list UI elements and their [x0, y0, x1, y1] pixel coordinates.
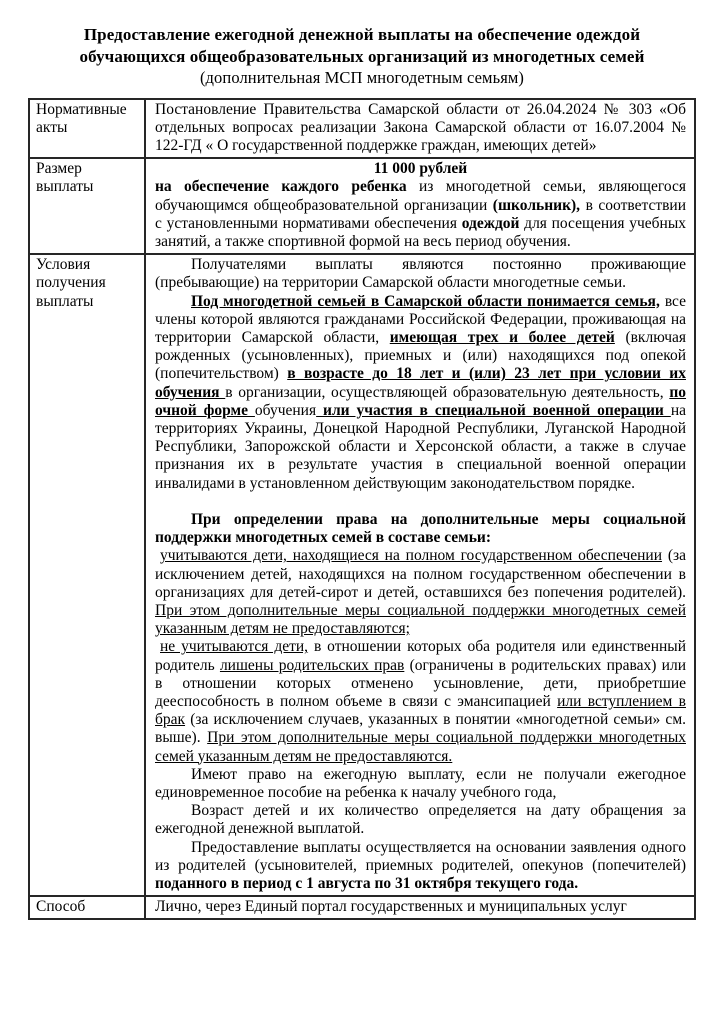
text-run: учитываются дети, находящиеся на полном государственном обеспечении [160, 547, 663, 565]
row-label-normative-acts: Нормативные акты [29, 99, 145, 159]
paragraph [155, 511, 686, 547]
row-label-conditions: Условия получения выплаты [29, 254, 145, 896]
row-content-method [145, 896, 695, 919]
paragraph [155, 256, 686, 292]
text-run: При этом дополнительные меры социальной поддержки многодетных семей указанным детям не предоставляются. [155, 729, 686, 765]
text-run: на территориях Украины, Донецкой Народной Республики, Луганской Народной Республики, Запорожской области и Херсонской области, а также в случае признания их в результате участия в специальной военной операции инвалидами в установленном действующим законодательством порядке. [155, 401, 686, 492]
text-run: При определении права на дополнительные меры социальной поддержки многодетных семей в составе семьи: [155, 510, 686, 547]
text-run: обучения [254, 401, 317, 419]
text-run: в соответствии с установленными нормативами обеспечения [155, 196, 687, 232]
text-run: 11 000 рублей [373, 160, 468, 178]
paragraph [155, 802, 686, 838]
text-run: лишены родительских прав [219, 656, 405, 674]
paragraph [155, 638, 686, 765]
table-row-normative-acts [29, 99, 695, 159]
info-table [28, 98, 696, 921]
text-run: (школьник), [492, 196, 581, 214]
row-content-payment-size [145, 158, 695, 254]
text-run: в отношении которых оба родителя или единственный родитель [155, 638, 686, 674]
text-run: Лично, через Единый портал государственных и муниципальных услуг [155, 898, 627, 916]
text-run: поданного в период с 1 августа по 31 октября текущего года. [155, 875, 579, 893]
table-row-method [29, 896, 695, 919]
paragraph [155, 766, 686, 802]
text-run: на обеспечение каждого ребенка [155, 178, 419, 196]
text-run: для посещения учебных занятий, а также спортивной формой на весь период обучения. [155, 214, 687, 250]
text-run: имеющая трех и более детей [389, 328, 615, 346]
text-run: Возраст детей и их количество определяется на дату обращения за ежегодной денежной выплатой. [155, 802, 686, 838]
text-run: Имеют право на ежегодную выплату, если не получали ежегодное единовременное пособие на ребенка к началу учебного года, [155, 765, 686, 802]
text-run: (за исключением детей, находящихся на полном государственном обеспечении в организациях для детей-сирот и детей, оставшихся без попечения родителей). [155, 547, 686, 601]
paragraph [155, 178, 686, 251]
text-run: Предоставление выплаты осуществляется на основании заявления одного из родителей (усыновителей, приемных родителей, опекунов (попечителей) [155, 838, 686, 874]
paragraph [155, 547, 686, 638]
text-run: не учитываются дети, [160, 638, 309, 656]
row-label-method: Способ [29, 896, 145, 919]
text-run: (за исключением случаев, указанных в понятии «многодетной семьи» см. выше). [155, 711, 686, 747]
text-run: или участия в специальной военной операции [316, 401, 671, 419]
text-run: все члены которой являются гражданами Российской Федерации, проживающая на территории Самарской области, [155, 292, 686, 346]
paragraph [155, 293, 686, 493]
text-run: в возрасте до 18 лет и (или) 23 лет при условии их обучения [155, 365, 686, 401]
text-run: или вступлением в брак [155, 693, 686, 729]
text-run: по очной форме [155, 383, 687, 419]
row-label-payment-size: Размер выплаты [29, 158, 145, 254]
document-title [28, 24, 696, 89]
text-run: Постановление Правительства Самарской области от 26.04.2024 № 303 «Об отдельных вопросах реализации Закона Самарской области от 16.07.2004 № 122-ГД « О государственной поддержке граждан, имеющих детей» [155, 100, 686, 154]
table-row-conditions [29, 254, 695, 896]
row-content-normative-acts [145, 99, 695, 159]
paragraph [155, 493, 686, 511]
text-run: из многодетной семьи, являющегося обучающимся общеобразовательной организации [155, 178, 686, 214]
table-row-payment-size [29, 158, 695, 254]
title-subtitle: (дополнительная МСП многодетным семьям) [199, 68, 525, 87]
text-run: (ограничены в родительских правах) или в отношении которых отменено усыновление, дети, приобретшие дееспособность в полном объеме в связи с эмансипацией [155, 656, 686, 710]
title-line-1: Предоставление ежегодной денежной выплаты на обеспечение одеждой [83, 25, 641, 44]
text-run: Получателями выплаты являются постоянно проживающие (пребывающие) на территории Самарской области многодетные семьи. [155, 256, 686, 292]
paragraph [155, 101, 686, 156]
paragraph [155, 898, 686, 916]
paragraph [155, 839, 686, 894]
text-run: (включая рожденных (усыновленных), приемных и (или) находящихся под опекой (попечительством) [155, 328, 686, 383]
row-content-conditions [145, 254, 695, 896]
title-line-2: обучающихся общеобразовательных организаций из многодетных семей [79, 46, 645, 66]
text-run: в организации, осуществляющей образовательную деятельность, [225, 383, 670, 401]
text-run: При этом дополнительные меры социальной поддержки многодетных семей указанным детям не предоставляются; [155, 601, 686, 638]
paragraph [155, 160, 686, 178]
text-run: Под многодетной семьей в Самарской области понимается семья, [191, 292, 660, 310]
text-run: одеждой [461, 214, 520, 232]
